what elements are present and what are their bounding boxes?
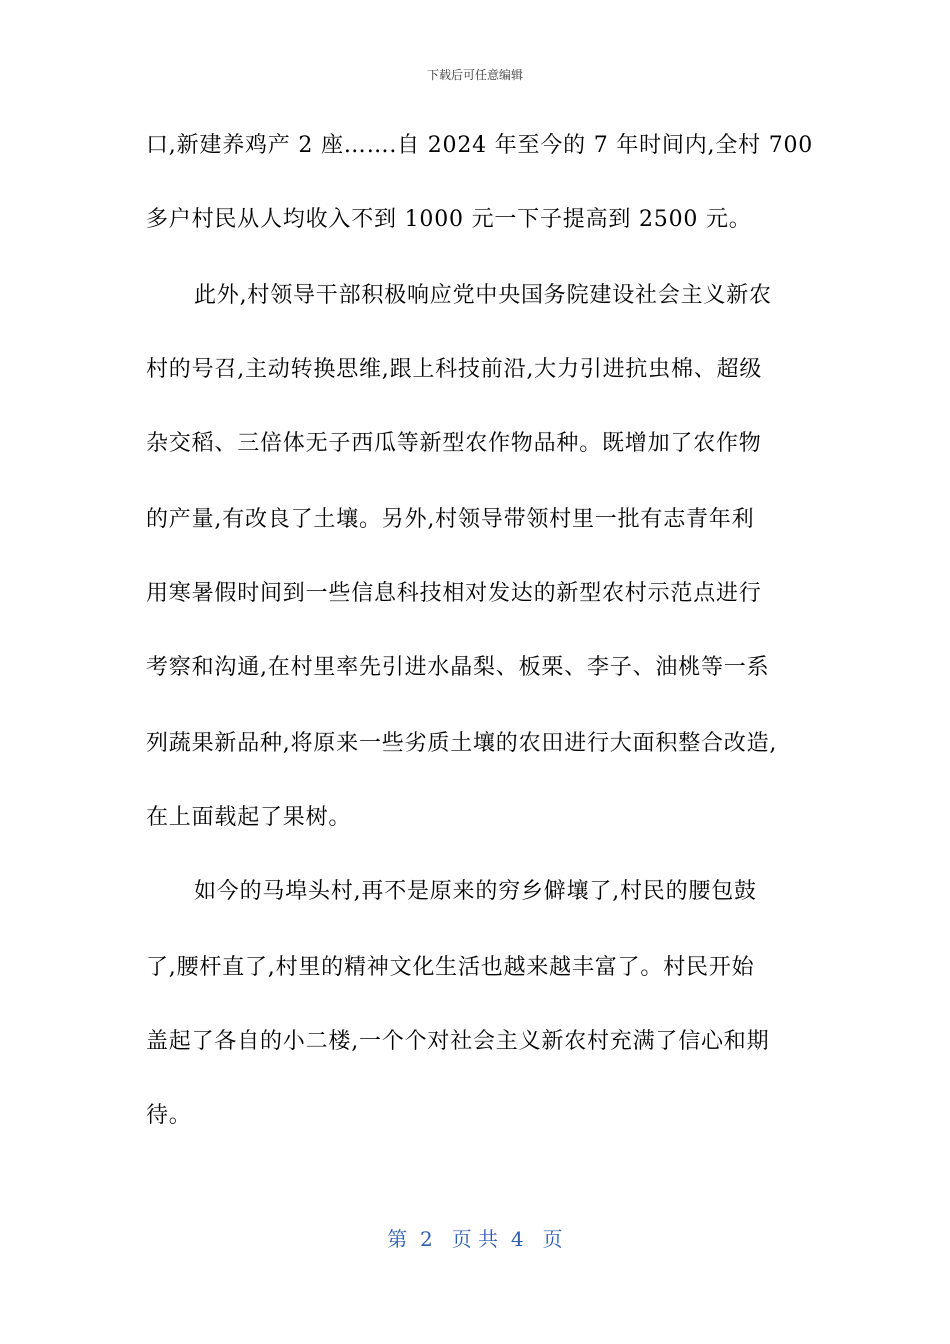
paragraph-line: 列蔬果新品种,将原来一些劣质土壤的农田进行大面积整合改造,	[146, 731, 778, 756]
paragraph-line: 考察和沟通,在村里率先引进水晶梨、板栗、李子、油桃等一系	[146, 655, 770, 680]
paragraph-line: 多户村民从人均收入不到 1000 元一下子提高到 2500 元。	[146, 207, 752, 232]
paragraph-line: 在上面载起了果树。	[146, 805, 352, 830]
paragraph-line: 村的号召,主动转换思维,跟上科技前沿,大力引进抗虫棉、超级	[146, 357, 763, 382]
paragraph-line: 盖起了各自的小二楼,一个个对社会主义新农村充满了信心和期	[146, 1029, 770, 1054]
paragraph-line: 如今的马埠头村,再不是原来的穷乡僻壤了,村民的腰包鼓	[194, 879, 757, 904]
page-header: 下载后可任意编辑	[426, 68, 523, 82]
paragraph-line: 此外,村领导干部积极响应党中央国务院建设社会主义新农	[194, 283, 772, 308]
paragraph-line: 杂交稻、三倍体无子西瓜等新型农作物品种。既增加了农作物	[146, 431, 762, 456]
paragraph-line: 口,新建养鸡产 2 座…….自 2024 年至今的 7 年时间内,全村 700	[146, 133, 814, 158]
paragraph-line: 待。	[146, 1103, 192, 1128]
page-number-footer: 第 2 页 共 4 页	[387, 1227, 563, 1251]
paragraph-line: 了,腰杆直了,村里的精神文化生活也越来越丰富了。村民开始	[146, 955, 755, 980]
paragraph-line: 用寒暑假时间到一些信息科技相对发达的新型农村示范点进行	[146, 581, 762, 606]
paragraph-line: 的产量,有改良了土壤。另外,村领导带领村里一批有志青年利	[146, 507, 755, 532]
